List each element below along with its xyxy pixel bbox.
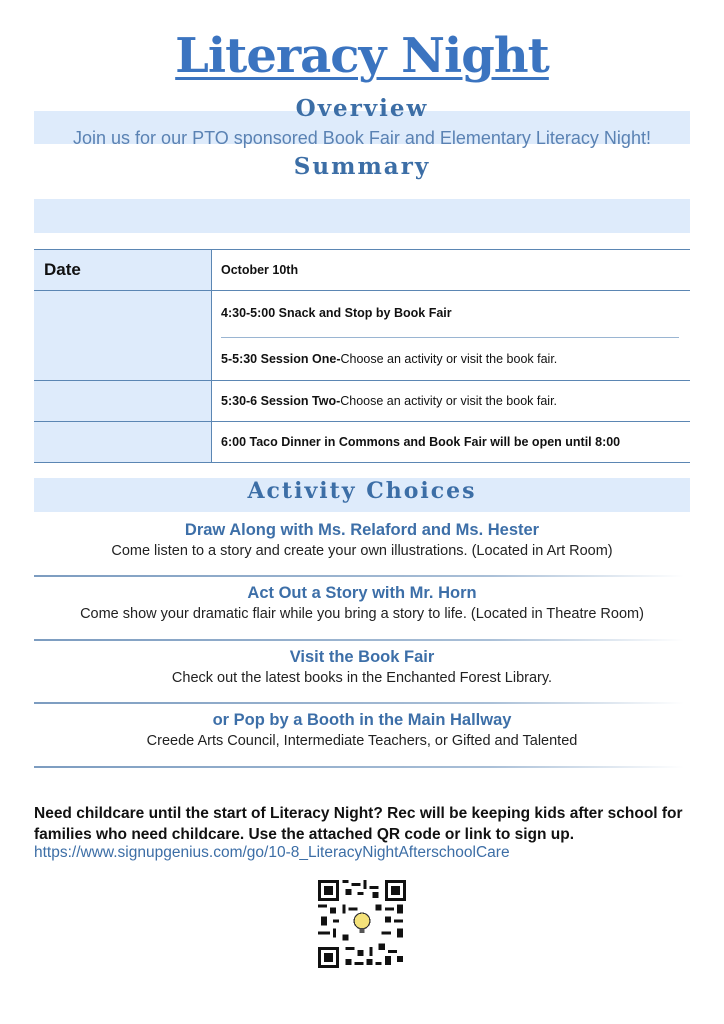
page-title: Literacy Night	[175, 28, 549, 84]
date-label: Date	[34, 250, 212, 291]
activities-heading: Activity Choices	[247, 478, 477, 504]
table-row: 5:30-6 Session Two-Choose an activity or visit the book fair.	[34, 381, 690, 422]
schedule-item: 6:00 Taco Dinner in Commons and Book Fair will be open until 8:00	[221, 435, 621, 449]
table-row	[34, 422, 690, 463]
activity-item: or Pop by a Booth in the Main Hallway Creede Arts Council, Intermediate Teachers, or Gifted and Talented	[146, 711, 578, 749]
divider	[34, 702, 684, 704]
activity-item: Draw Along with Ms. Relaford and Ms. Hester Come listen to a story and create your own illustrations. (Located in Art Room)	[111, 521, 613, 559]
schedule-item: 5:30-6 Session Two-	[221, 394, 341, 408]
schedule-item: 5-5:30 Session One-	[221, 351, 341, 366]
date-value: October 10th	[212, 250, 691, 291]
summary-heading: Summary	[293, 153, 431, 180]
schedule-item: 4:30-5:00 Snack and Stop by Book Fair	[221, 305, 452, 320]
divider	[34, 575, 684, 577]
childcare-text: Need childcare until the start of Literacy Night? Rec will be keeping kids after school for families who need childcare. Use the attached QR code or link to sign up.	[34, 805, 683, 843]
summary-band	[34, 199, 690, 233]
overview-heading: Overview	[295, 95, 429, 122]
activity-item: Visit the Book Fair Check out the latest books in the Enchanted Forest Library.	[171, 648, 553, 686]
signup-link[interactable]: https://www.signupgenius.com/go/10-8_LiteracyNightAfterschoolCare	[34, 844, 510, 861]
overview-text: Join us for our PTO sponsored Book Fair and Elementary Literacy Night!	[73, 128, 651, 148]
divider	[34, 766, 684, 768]
qr-code-icon[interactable]	[318, 880, 406, 968]
schedule-table	[34, 249, 690, 463]
table-row	[34, 250, 690, 291]
divider	[34, 639, 684, 641]
activity-item: Act Out a Story with Mr. Horn Come show your dramatic flair while you bring a story to life. (Located in Theatre Room)	[80, 584, 644, 622]
table-row: 4:30-5:00 Snack and Stop by Book Fair 5-5:30 Session One-Choose an activity or visit the book fair.	[34, 291, 690, 381]
